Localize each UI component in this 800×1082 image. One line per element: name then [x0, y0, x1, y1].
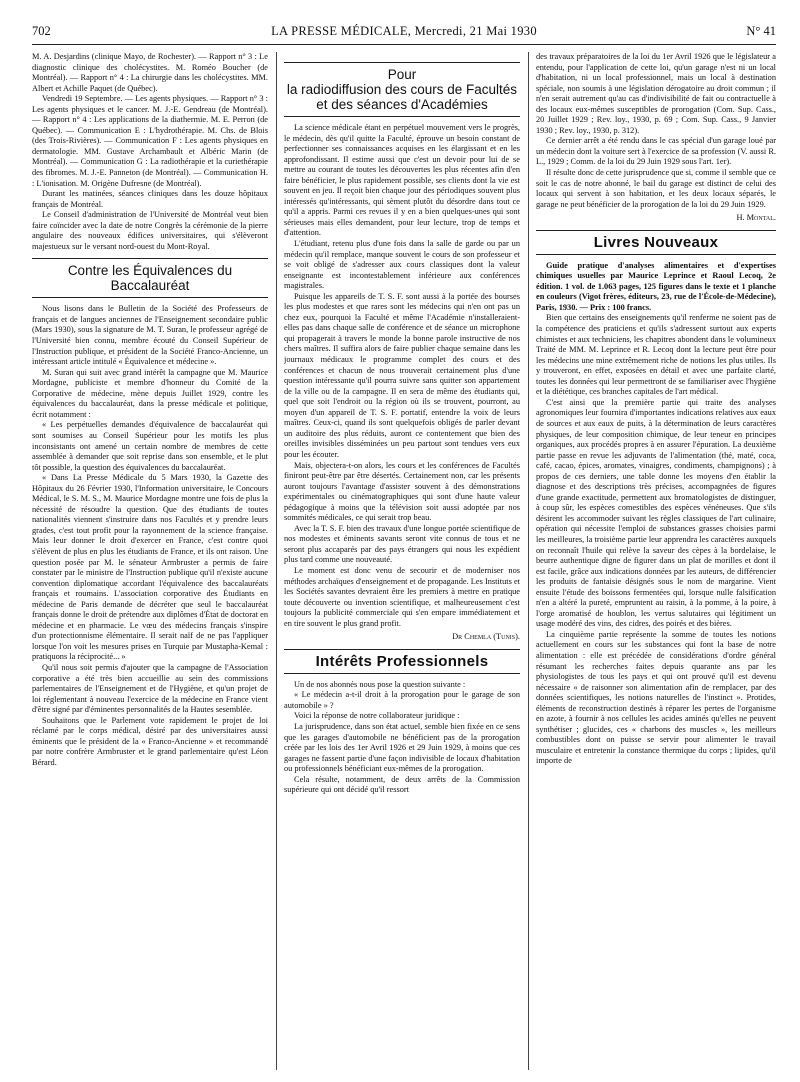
paragraph: L'étudiant, retenu plus d'une fois dans la salle de garde ou par un médecin qu'il remplace, manque souvent le cours de son professeur et se voit obligé de s'adresser aux cours classiques dont la valeur enseignante est incontestablement inférieure aux conférences magistrales.	[284, 239, 520, 291]
issue-number: N° 41	[746, 24, 776, 38]
section-heading-box	[284, 649, 520, 674]
paragraph: C'est ainsi que la première partie qui traite des analyses agronomiques leur fournira d'importantes indications relatives aux eaux de sources et aux eaux de puits, à la détermination de leurs caractères physiques, de leur composition chimique, de leur teneur en principes organiques, aux procédés propres à en assurer l'épuration. La deuxième partie passe en revue les adjuvants de l'alimentation (thé, maté, coca, café, cacao, épices, aromates, vinaigres, condiments, champignons) ; à propos de ces derniers, une table donne les moyens d'en établir la diagnose et des descriptions très précises, accompagnées de figures d'une grande exactitude, permettent aux bromatologistes de distinguer, à coup sûr, les espèces comestibles des espèces vénéneuses. Que s'ils désirent les accommoder suivant les règles classiques de l'art culinaire, opération qui nécessite l'emploi de substances grasses choisies parmi les meilleures, la troisième partie leur apprendra les caractères auxquels on reconnaît l'huile qui relève la saveur des cèpes à la bordelaise, le beurre authentique digne de figurer dans un plat de morilles et dont il est facile, grâce aux indications données par les auteurs, de différencier les produits de fantaisie désignés sous le nom de margarine. Vient ensuite l'étude des boissons fermentées qui, lorsque nulle falsification n'en a altéré la pureté, empruntent au raisin, à la pomme, à la poire, à l'orge aromatisé de houblon, les vertus salutaires qui légitiment un usage modéré des vins, des cidres, des poirés et des bières.	[536, 397, 776, 629]
book-reference: Guide pratique d'analyses alimentaires et d'expertises chimiques usuelles par Maurice Leprince et Raoul Lecoq, 2e édition. 1 vol. de 1.063 pages, 125 figures dans le texte et 1 planche en couleurs (Vigot frères, éditeurs, 23, rue de l'École-de-Médecine), Paris, 1930. — Prix : 100 francs.	[536, 260, 776, 312]
paragraph: Mais, objectera-t-on alors, les cours et les conférences de Facultés finiront peut-être par être désertés. Certainement non, car les présents auront toujours l'avantage d'assister souvent à des démonstrations expérimentales ou cinématographiques qui sont d'une haute valeur pédagogique à moins que la télévision soit aussi adoptée par nos sommités médicales, ce qui serait trop beau.	[284, 460, 520, 523]
column-divider	[276, 52, 277, 1070]
signature: H. Montal.	[736, 213, 776, 223]
paragraph: La science médicale étant en perpétuel mouvement vers le progrès, le médecin, dès qu'il quitte la Faculté, éprouve un besoin constant de perfectionner ses connaissances acquises en les élargissant et en les approfondissant. Il estime aussi que c'est un devoir pour lui de se mettre au courant de toutes les découvertes les plus récentes afin d'en faire bénéficier, le plus rapidement possible, ses clients dont la vie est souvent en jeu. Il reçoit bien chaque jour des périodiques souvent plus intéressés qu'intéressants, qui sèment plutôt du désordre dans tout ce qu'il a appris. Parmi ces revues il y en a bien quelques-unes qui sont sérieuses mais elles demandent, pour leur lecture, trop de temps et d'attention.	[284, 123, 520, 238]
section-title-line: la radiodiffusion des cours de Facultés	[286, 82, 518, 97]
section-heading-box	[32, 258, 268, 298]
signature: Dr Chemla (Tunis).	[452, 632, 520, 642]
paragraph: Souhaitons que le Parlement vote rapidement le projet de loi réclamé par le corps médical, désiré par des universitaires aussi éminents que le président de la « Franco-Ancienne » et recommandé par notre confrère Armbruster et le grand parlementaire qu'est Léon Bérard.	[32, 715, 268, 767]
section-title-line: Pour	[387, 67, 417, 82]
paragraph: M. A. Desjardins (clinique Mayo, de Rochester). — Rapport n° 3 : Le diagnostic clinique des cholécystites. M. Roméo Boucher (de Montréal). — Rapport n° 4 : La chirurgie dans les cholécystites. MM. Albert et Achille Paquet (de Québec).	[32, 52, 268, 93]
column-2	[284, 52, 520, 1072]
paragraph: des travaux préparatoires de la loi du 1er Avril 1926 que le législateur a entendu, pour l'application de cette loi, qu'un garage n'est ni un local d'habitation, ni un local professionnel, mais un local à destination spéciale, non soumis à une législation dérogatoire au droit commun ; il n'en serait autrement qu'au cas d'indivisibilité de fait ou contractuelle à des locaux eux-mêmes susceptibles de prorogation (Com. Sup. Cass., 20 Juillet 1929 ; Rev. loy., 1930, p. 69 ; Com. Sup. Cass., 9 Janvier 1930 ; Rev. loy., 1930, p. 312).	[536, 52, 776, 135]
paragraph: Il résulte donc de cette jurisprudence que si, comme il semble que ce soit le cas de notre abonné, le bail du garage est distinct de celui des locaux qui servent à son habitation, et les deux locaux séparés, le garage ne peut bénéficier de la prorogation de la loi du 29 Juin 1929.	[536, 168, 776, 209]
paragraph: « Dans La Presse Médicale du 5 Mars 1930, la Gazette des Hôpitaux du 26 Février 1930, l'Information universitaire, le Concours Médical, le S. M. S., M. Maurice Mordagne montre une fois de plus la nécessité de résoudre la question. Que des étudiants de toutes nationalités viennent s'instruire dans nos Facultés et y prendre leurs grades, c'est tout profit pour la rayonnement de la science française. Mais leur donner le droit d'exercer en France, c'est contre quoi s'élèvent de plus en plus les étudiants de France, et ils ont raison. Une question posée par M. le sénateur Armbruster a permis de faire constater par le ministre de l'Instruction publique qu'il n'existe aucune convention diplomatique accordant l'équivalence des baccalauréats français et roumains. L'association corporative des Étudiants en médecine de Paris demande de décréter que seul le baccalauréat français donne le droit de prétendre aux diplômes d'État de doctorat en médecine et en pharmacie. Le vœu des médecins français s'inspire d'un protectionnisme élémentaire. Il serait naïf de ne pas l'appliquer lorsque l'on voit les mesures prises en Turquie par Mustapha-Kemal : pratiquons la réciprocité... »	[32, 473, 268, 662]
section-heading-box	[536, 230, 776, 255]
paragraph: Puisque les appareils de T. S. F. sont aussi à la portée des bourses les plus modestes et que rares sont les médecins qui n'en ont pas un chez eux, pourquoi la Faculté et même l'Académie n'installeraient-elles pas dans chaque salle de conférence et de séance un microphone qui propagerait à travers le monde la bonne parole instructive de nos chers maîtres. Il suffira alors de faire publier chaque semaine dans les journaux médicaux le programme complet des cours et des conférences et chacun de nous trouverait certainement plus d'une question intéressante qu'il pourra suivre sans quitter son appartement de la ville ou de la campagne. Il en sera de même des étudiants qui, quel que soit l'endroit ou la région où ils se trouvent, pourront, au moyen d'un appareil de T. S. F. portatif, entendre la voix de leurs maîtres. Ceux-ci, quand ils sont quelquefois obligés de parler devant un auditoire des plus réduits, auront ce contentement que bien des oreilles invisibles disséminées un peu partout sont tendues vers eux pour les écouter.	[284, 291, 520, 459]
paragraph: Ce dernier arrêt a été rendu dans le cas spécial d'un garage loué par un médecin dont la voiture sert à l'exercice de sa profession (V. aussi R. L., 1929 ; Comm. de la loi du 29 Juin 1929 sous l'art. 1er).	[536, 136, 776, 167]
page-header	[32, 22, 776, 45]
column-1	[32, 52, 268, 1072]
section-title: Intérêts Professionnels	[315, 652, 489, 670]
paragraph: Qu'il nous soit permis d'ajouter que la campagne de l'Association corporative a été très bien accueillie au sein des commissions parlementaires de l'Enseignement et de l'Hygiène, et qu'un projet de loi réglementant à nouveau l'exercice de la médecine en France vient d'être signé par d'éminentes personnalités de la Hautes sesemblée.	[32, 662, 268, 715]
paragraph: M. Suran qui suit avec grand intérêt la campagne que M. Maurice Mordagne, publiciste et membre d'honneur du Comité de la Corporative de médecine, mène depuis Juillet 1929, contre les équivalences du baccalauréat, dans la presse médicale et politique, écrit notamment :	[32, 367, 268, 419]
page-number: 702	[32, 24, 51, 38]
paragraph: Le Conseil d'administration de l'Université de Montréal veut bien faire coïncider avec la date de notre Congrès la cérémonie de la pierre angulaire des nouveaux édifices universitaires, qui s'élèveront majestueux sur le versant nord-ouest du Mont-Royal.	[32, 210, 268, 251]
paragraph: Nous lisons dans le Bulletin de la Société des Professeurs de français et de langues anciennes de l'Enseignement secondaire public (Mars 1930), sous la signature de M. T. Suran, le professeur agrégé de l'Université bien connu, membre écouté du Conseil Supérieur de l'Instruction publique, et président de la Société Franco-Ancienne, un intéressant article intitulé « Équivalence et médecine ».	[32, 304, 268, 367]
paragraph: Le moment est donc venu de secourir et de moderniser nos méthodes archaïques d'enseignement et de propagande. Les Instituts et les Sociétés savantes devraient être les premiers à mettre en pratique toute découverte ou invention scientifique, et malheureusement c'est toujours la publicité commerciale qui s'en empare immédiatement et en tire souvent le plus grand profit.	[284, 565, 520, 628]
section-heading-box	[284, 62, 520, 117]
section-title-line: et des séances d'Académies	[316, 97, 488, 112]
column-3	[536, 52, 776, 1072]
paragraph: La jurisprudence, dans son état actuel, semble bien fixée en ce sens que les garages d'automobile ne bénéficient pas de la prorogation créée par les lois des 1er Avril 1926 et 29 Juin 1929, à moins que ces garages ne fassent partie d'une façon indivisible de locaux d'habitation ou professionnels bénéficiant eux-mêmes de la prorogation.	[284, 721, 520, 774]
paragraph: Voici la réponse de notre collaborateur juridique :	[294, 711, 460, 721]
section-title: Livres Nouveaux	[593, 233, 719, 251]
paragraph: « Les perpétuelles demandes d'équivalence de baccalauréat qui sont soumises au Conseil Supérieur pour les motifs les plus inconsistants ont amené un certain nombre de membres de cette assemblée à demander que soit reprise dans son ensemble, et le plut tôt possible, la question des équivalences du baccalauréat.	[32, 420, 268, 472]
column-divider	[528, 52, 529, 1070]
paragraph: Avec la T. S. F. bien des travaux d'une longue portée scientifique de nos modestes et éminents savants seront vite connus de tous et ne seront plus accaparés par des pays étrangers qui nous les expédient plus tard comme une nouveauté.	[284, 523, 520, 565]
paragraph: Durant les matinées, séances cliniques dans les douze hôpitaux français de Montréal.	[32, 189, 268, 209]
paragraph: Cela résulte, notamment, de deux arrêts de la Commission supérieure qui ont décidé qu'il ressort	[284, 774, 520, 795]
paragraph: La cinquième partie représente la somme de toutes les notions actuellement en cours sur les substances qui font la base de notre alimentation : elle est précédée de considérations d'ordre général résumant les recherches faites depuis quarante ans par les physiologistes de tous les pays et qui ont prouvé qu'il est devenu nécessaire « de raisonner son alimentation afin de remplacer, par des données scientifiques, les notions naturelles de l'instinct ». Protides, éléments de reconstruction destinés à réparer les pertes de l'organisme en azote, à fournir à nos cellules les acides aminés qu'elles ne peuvent synthétiser ; glucides, ces « charbons des muscles », les meilleurs combustibles dont on puisse se servir pour alimenter le travail musculaire et entretenir la constance thermique du corps ; lipides, qu'il importe de	[536, 629, 776, 766]
section-title: Contre les Équivalences du Baccalauréat	[67, 263, 233, 294]
paragraph: Vendredi 19 Septembre. — Les agents physiques. — Rapport n° 3 : Les agents physiques et le cancer. M. J.-E. Gendreau (de Montréal). — Rapport n° 4 : Les applications de la diathermie. M. E. Perron (de Québec). — Communication E : L'hydrothérapie. M. Chs. de Blois (des Trois-Rivières). — Communication F : Les agents physiques en dermatologie. MM. Gustave Archambault et Albéric Marin (de Montréal). — Communication G : La radiothérapie et la curiethérapie des fibromes. M. J.-E. Panneton (de Montréal). — Communication H. : L'ionisation. M. Origène Dufresne (de Montréal).	[32, 94, 268, 188]
paragraph: « Le médecin a-t-il droit à la prorogation pour le garage de son automobile » ?	[284, 690, 520, 710]
paragraph: Bien que certains des enseignements qu'il renferme ne soient pas de la compétence des praticiens et qu'ils s'adressent surtout aux experts chimistes et aux techniciens, les chapitres abondent dans le volumineux Traité de MM. M. Leprince et R. Lecoq dont la lecture peut être pour les médecins une mine extrêmement riche de notions les plus utiles. Ils y trouveront, en effet, exposées en détail et avec une parfaite clarté, toutes les données qui leur permettront de se familiariser avec l'hygiène et la diététique, ces branches capitales de l'art médical.	[536, 313, 776, 397]
paragraph: Un de nos abonnés nous pose la question suivante :	[294, 679, 466, 689]
journal-title: LA PRESSE MÉDICALE, Mercredi, 21 Mai 1930	[271, 24, 537, 38]
